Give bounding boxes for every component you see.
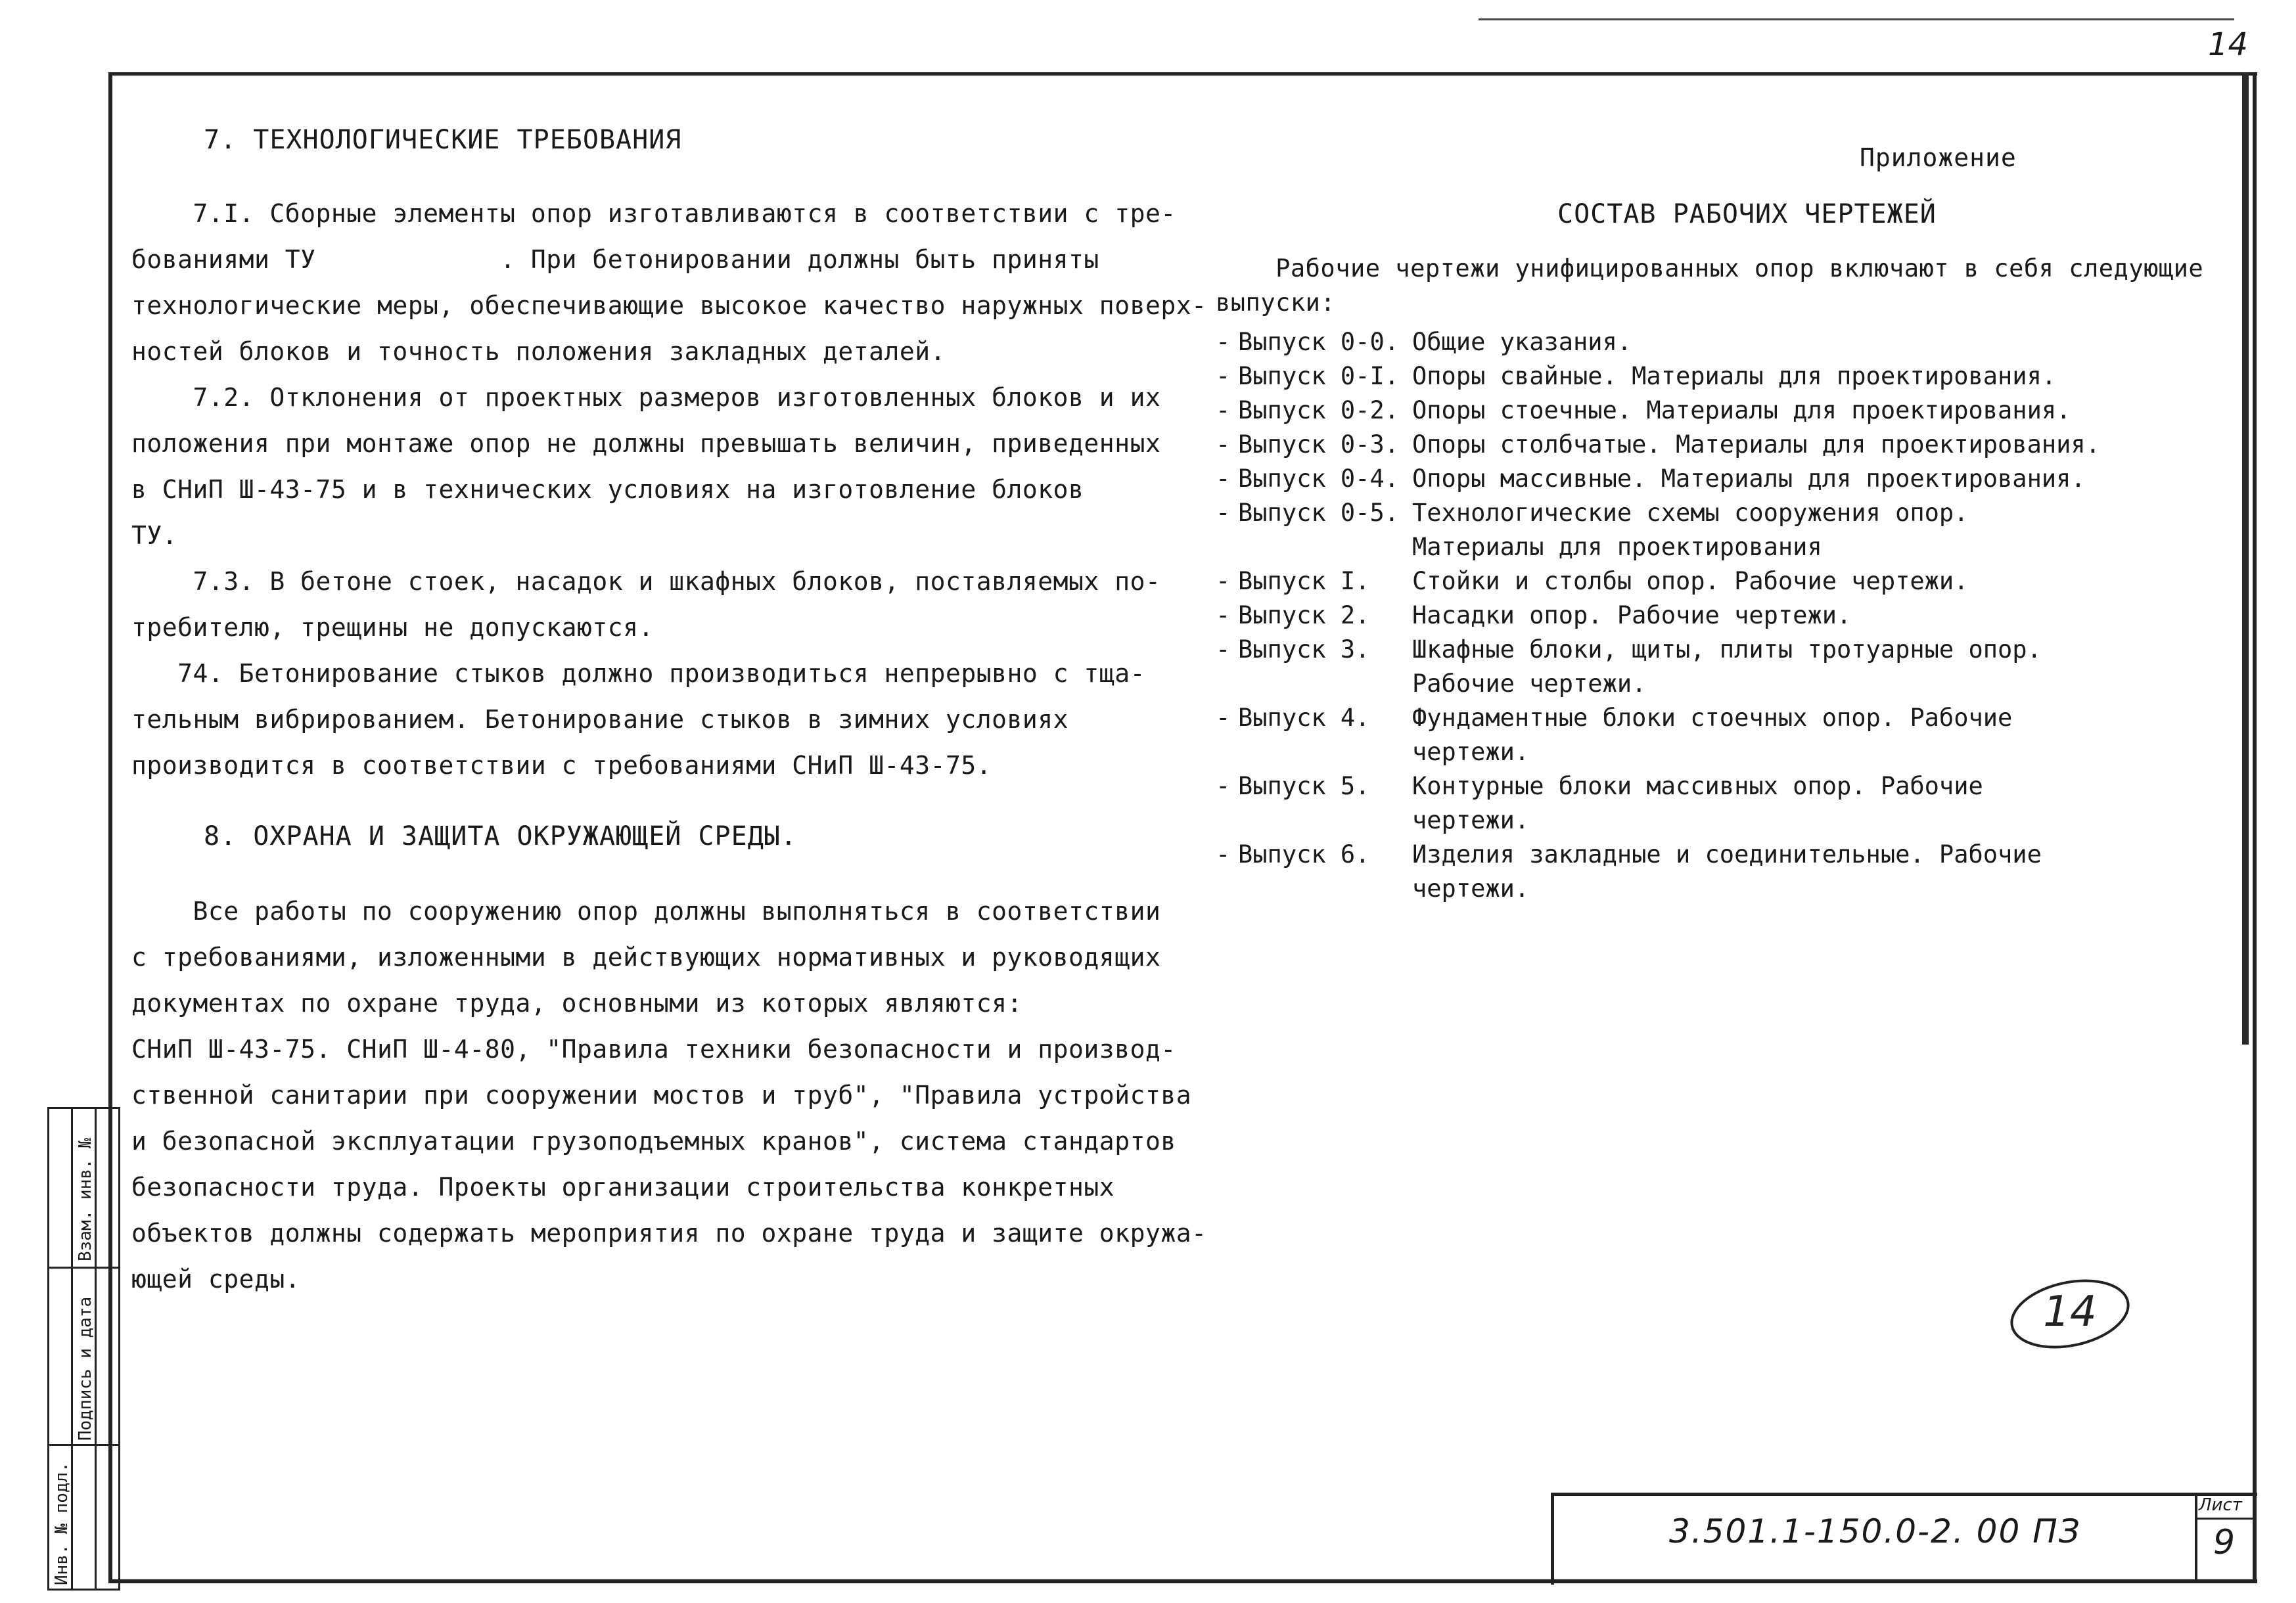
side-stamp-inv-label: Инв. № подл.: [52, 1462, 72, 1585]
release-list-item: [1216, 598, 2102, 633]
section-7-line: 7.2. Отклонения от проектных размеров изготовленных блоков и их: [131, 383, 1161, 412]
release-description: Шкафные блоки, щиты, плиты тротуарные опор. Рабочие чертежи.: [1412, 635, 2042, 698]
release-description: Опоры стоечные. Материалы для проектирования.: [1412, 396, 2071, 424]
side-approval-stamp: [47, 1107, 120, 1591]
section-7-line: в СНиП Ш-43-75 и в технических условиях на изготовление блоков: [131, 475, 1084, 504]
list-dash: -: [1216, 362, 1231, 390]
release-label: Выпуск 6.: [1238, 840, 1370, 869]
frame-top-line: [108, 72, 2257, 76]
section-8-line: ющей среды.: [131, 1265, 301, 1294]
side-stamp-replace-label: Взам. инв. №: [76, 1138, 95, 1261]
release-description: Изделия закладные и соединительные. Рабочие чертежи.: [1412, 840, 2042, 903]
release-list: [1216, 325, 2102, 906]
section-7-title: 7. ТЕХНОЛОГИЧЕСКИЕ ТРЕБОВАНИЯ: [204, 125, 682, 155]
sheet-number: 9: [2213, 1523, 2236, 1562]
release-label: Выпуск 0-0.: [1238, 328, 1400, 356]
section-8-line: документах по охране труда, основными из которых являются:: [131, 989, 1022, 1018]
section-7-line: бованиями ТУ . При бетонировании должны быть приняты: [131, 245, 1099, 274]
release-label: Выпуск 0-4.: [1238, 464, 1400, 493]
release-list-item: [1216, 769, 2102, 838]
frame-right-line: [2253, 72, 2257, 1583]
round-stamp: [2004, 1275, 2136, 1353]
list-dash: -: [1216, 567, 1231, 595]
section-7-line: технологические меры, обеспечивающие высокое качество наружных поверх-: [131, 291, 1207, 320]
list-dash: -: [1216, 601, 1231, 629]
list-dash: -: [1216, 328, 1231, 356]
release-list-item: [1216, 564, 2102, 598]
section-7-line: тельным вибрированием. Бетонирование стыков в зимних условиях: [131, 705, 1069, 734]
section-7-line: 7.3. В бетоне стоек, насадок и шкафных блоков, поставляемых по-: [131, 567, 1161, 596]
frame-top-right-line: [1479, 18, 2234, 20]
appendix-intro-line-2: выпуски:: [1216, 288, 1336, 317]
section-8-line: СНиП Ш-43-75. СНиП Ш-4-80, "Правила техники безопасности и производ-: [131, 1035, 1176, 1064]
release-label: Выпуск 5.: [1238, 772, 1370, 800]
release-label: Выпуск I.: [1238, 567, 1370, 595]
section-8-line: Все работы по сооружению опор должны выполняться в соответствии: [131, 897, 1161, 926]
release-label: Выпуск 4.: [1238, 704, 1370, 732]
release-label: Выпуск 3.: [1238, 635, 1370, 664]
corner-page-number: 14: [2208, 26, 2249, 63]
release-list-item: [1216, 428, 2102, 462]
section-7-line: положения при монтаже опор не должны превышать величин, приведенных: [131, 429, 1161, 458]
section-7-line: производится в соответствии с требованиями СНиП Ш-43-75.: [131, 751, 992, 780]
section-7-line: ТУ.: [131, 521, 178, 550]
release-label: Выпуск 0-5.: [1238, 499, 1400, 527]
list-dash: -: [1216, 396, 1231, 424]
list-dash: -: [1216, 772, 1231, 800]
side-stamp-sign-label: Подпись и дата: [76, 1296, 95, 1441]
list-dash: -: [1216, 840, 1231, 869]
release-list-item: [1216, 325, 2102, 359]
release-list-item: [1216, 496, 2102, 564]
sheet-label: Лист: [2199, 1495, 2242, 1515]
release-list-item: [1216, 462, 2102, 496]
section-8-line: ственной санитарии при сооружении мостов и труб", "Правила устройства: [131, 1081, 1192, 1110]
section-8-line: с требованиями, изложенными в действующих нормативных и руководящих: [131, 943, 1161, 972]
round-stamp-text: 14: [2043, 1288, 2097, 1336]
release-description: Опоры массивные. Материалы для проектирования.: [1412, 464, 2086, 493]
release-label: Выпуск 2.: [1238, 601, 1370, 629]
section-7-line: требителю, трещины не допускаются.: [131, 613, 654, 642]
release-description: Технологические схемы сооружения опор. Материалы для проектирования: [1412, 499, 1969, 561]
release-description: Общие указания.: [1412, 328, 1632, 356]
release-description: Фундаментные блоки стоечных опор. Рабочие чертежи.: [1412, 704, 2013, 766]
section-8-line: и безопасной эксплуатации грузоподъемных кранов", система стандартов: [131, 1127, 1176, 1156]
release-label: Выпуск 0-I.: [1238, 362, 1400, 390]
frame-right-inner-line: [2242, 72, 2249, 1045]
release-description: Опоры столбчатые. Материалы для проектирования.: [1412, 430, 2100, 459]
section-7-line: ностей блоков и точность положения закладных деталей.: [131, 337, 946, 366]
list-dash: -: [1216, 464, 1231, 493]
list-dash: -: [1216, 499, 1231, 527]
section-8-line: безопасности труда. Проекты организации строительства конкретных: [131, 1173, 1115, 1202]
release-list-item: [1216, 394, 2102, 428]
appendix-intro-line-1: Рабочие чертежи унифицированных опор включают в себя следующие: [1216, 254, 2204, 282]
appendix-label: Приложение: [1860, 143, 2017, 172]
release-label: Выпуск 0-2.: [1238, 396, 1400, 424]
release-description: Насадки опор. Рабочие чертежи.: [1412, 601, 1852, 629]
document-code: 3.501.1-150.0-2. 00 ПЗ: [1669, 1512, 2081, 1550]
release-list-item: [1216, 359, 2102, 394]
list-dash: -: [1216, 704, 1231, 732]
list-dash: -: [1216, 635, 1231, 664]
release-description: Стойки и столбы опор. Рабочие чертежи.: [1412, 567, 1969, 595]
section-8-title: 8. ОХРАНА И ЗАЩИТА ОКРУЖАЮЩЕЙ СРЕДЫ.: [204, 821, 797, 851]
release-list-item: [1216, 838, 2102, 906]
list-dash: -: [1216, 430, 1231, 459]
release-description: Опоры свайные. Материалы для проектирования.: [1412, 362, 2057, 390]
release-label: Выпуск 0-3.: [1238, 430, 1400, 459]
release-list-item: [1216, 701, 2102, 769]
release-description: Контурные блоки массивных опор. Рабочие чертежи.: [1412, 772, 1983, 834]
release-list-item: [1216, 633, 2102, 701]
section-7-line: 74. Бетонирование стыков должно производиться непрерывно с тща-: [131, 659, 1145, 688]
appendix-title: СОСТАВ РАБОЧИХ ЧЕРТЕЖЕЙ: [1557, 199, 1937, 229]
section-7-line: 7.I. Сборные элементы опор изготавливаются в соответствии с тре-: [131, 199, 1176, 228]
section-8-line: объектов должны содержать мероприятия по охране труда и защите окружа-: [131, 1219, 1207, 1248]
